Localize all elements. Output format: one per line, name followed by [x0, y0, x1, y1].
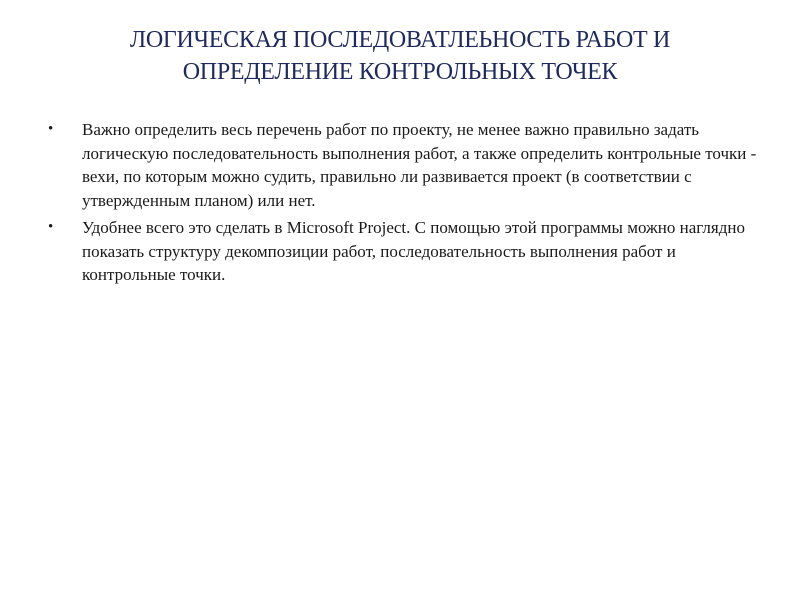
bullet-item — [44, 118, 764, 212]
bullet-icon: • — [48, 121, 54, 137]
bullet-item — [44, 216, 764, 287]
slide-title — [40, 24, 760, 88]
bullet-list — [44, 118, 764, 291]
slide-title-line-1: ЛОГИЧЕСКАЯ ПОСЛЕДОВАТЛЕЬНОСТЬ РАБОТ И — [129, 27, 671, 53]
slide-title-line-2: ОПРЕДЕЛЕНИЕ КОНТРОЛЬНЫХ ТОЧЕК — [182, 59, 618, 85]
bullet-text: Удобнее всего это сделать в Microsoft Project. С помощью этой программы можно наглядно показать структуру декомпозиции работ, последовательность выполнения работ и контрольные точки. — [82, 218, 745, 284]
bullet-icon: • — [48, 219, 54, 235]
bullet-text: Важно определить весь перечень работ по проекту, не менее важно правильно задать логическую последовательность выполнения работ, а также определить контрольные точки - вехи, по которым можно судить, правильно ли развивается проект (в соответствии с утвержденным планом) или нет. — [82, 120, 757, 210]
